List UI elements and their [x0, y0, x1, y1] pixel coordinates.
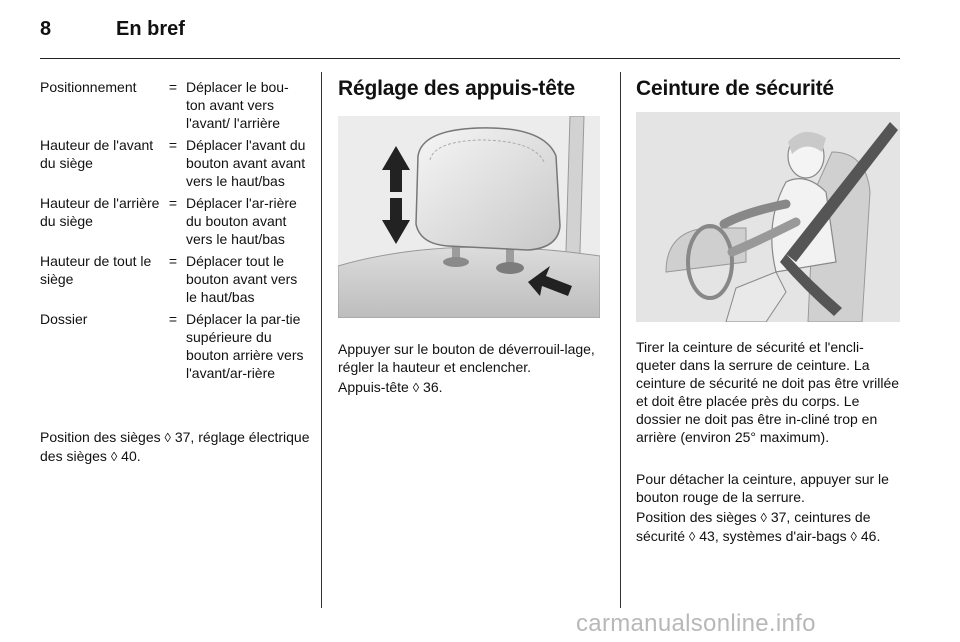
seat-adjustment-table: [40, 78, 308, 386]
row-equals: =: [168, 311, 178, 327]
row-equals: =: [168, 195, 178, 211]
headrest-illustration: [338, 116, 600, 318]
row-equals: =: [168, 253, 178, 269]
note-text: 40.: [117, 448, 141, 464]
ref-text: Position des sièges: [636, 509, 761, 525]
note-text: 37, réglage électrique des sièges: [40, 429, 310, 464]
row-equals: =: [168, 79, 178, 95]
row-term: Positionnement: [40, 79, 137, 95]
ref-text: 46.: [856, 528, 881, 544]
page-ref-icon[interactable]: ◊: [850, 529, 857, 544]
row-description: Déplacer l'avant du bouton avant avant vers le haut/bas: [186, 137, 306, 189]
table-row: [40, 78, 308, 132]
page-ref-icon[interactable]: ◊: [164, 430, 171, 445]
column-divider-2: [620, 72, 621, 608]
watermark: carmanualsonline.info: [576, 610, 816, 637]
headrest-cross-reference: [338, 378, 606, 397]
page-title: En bref: [116, 18, 185, 40]
table-row: [40, 194, 308, 248]
table-row: [40, 136, 308, 190]
header-rule: [40, 58, 900, 59]
row-term: Hauteur de l'arrière du siège: [40, 195, 160, 229]
table-row: [40, 252, 308, 306]
ref-text: 36.: [419, 379, 443, 395]
page-header: [40, 18, 185, 48]
row-description: Déplacer le bou-ton avant vers l'avant/ l'arrière: [186, 79, 289, 131]
page-ref-icon[interactable]: ◊: [412, 380, 420, 395]
seat-cross-reference: [40, 428, 310, 466]
table-row: [40, 310, 308, 382]
headrest-instructions: Appuyer sur le bouton de déverrouil-lage, régler la hauteur et enclencher.: [338, 341, 595, 375]
seatbelt-cross-reference: [636, 508, 902, 546]
seatbelt-section-title: Ceinture de sécurité: [636, 77, 834, 100]
row-equals: =: [168, 137, 178, 153]
ref-text: 37, ceintures de sécurité: [636, 509, 871, 544]
ref-text: Appuis-tête: [338, 379, 413, 395]
row-term: Hauteur de l'avant du siège: [40, 137, 154, 171]
column-divider-1: [321, 72, 322, 608]
note-text: Position des sièges: [40, 429, 165, 445]
headrest-section-title: Réglage des appuis-tête: [338, 77, 575, 100]
row-term: Hauteur de tout le siège: [40, 253, 152, 287]
row-description: Déplacer l'ar-rière du bouton avant vers le haut/bas: [186, 195, 297, 247]
headrest-drawing: [338, 116, 600, 318]
row-description: Déplacer tout le bouton avant vers le haut/bas: [186, 253, 298, 305]
page-number: 8: [40, 18, 52, 40]
ref-text: 43, systèmes d'air-bags: [695, 528, 851, 544]
seatbelt-drawing: [636, 112, 900, 322]
page-ref-icon[interactable]: ◊: [110, 449, 118, 464]
row-term: Dossier: [40, 311, 88, 327]
seatbelt-release-text: Pour détacher la ceinture, appuyer sur le bouton rouge de la serrure.: [636, 471, 889, 505]
page-ref-icon[interactable]: ◊: [760, 510, 767, 525]
page-ref-icon[interactable]: ◊: [688, 529, 696, 544]
seatbelt-illustration: [636, 112, 900, 322]
row-description: Déplacer la par-tie supérieure du bouton arrière vers l'avant/ar-rière: [186, 311, 304, 381]
seatbelt-instructions: Tirer la ceinture de sécurité et l'encli-queter dans la serrure de ceinture. La ceinture de sécurité ne doit pas être vrillée et doit être placée près du corps. Le dossier ne doit pas être in-cliné trop en arrière (environ 25° maximum).: [636, 339, 900, 445]
